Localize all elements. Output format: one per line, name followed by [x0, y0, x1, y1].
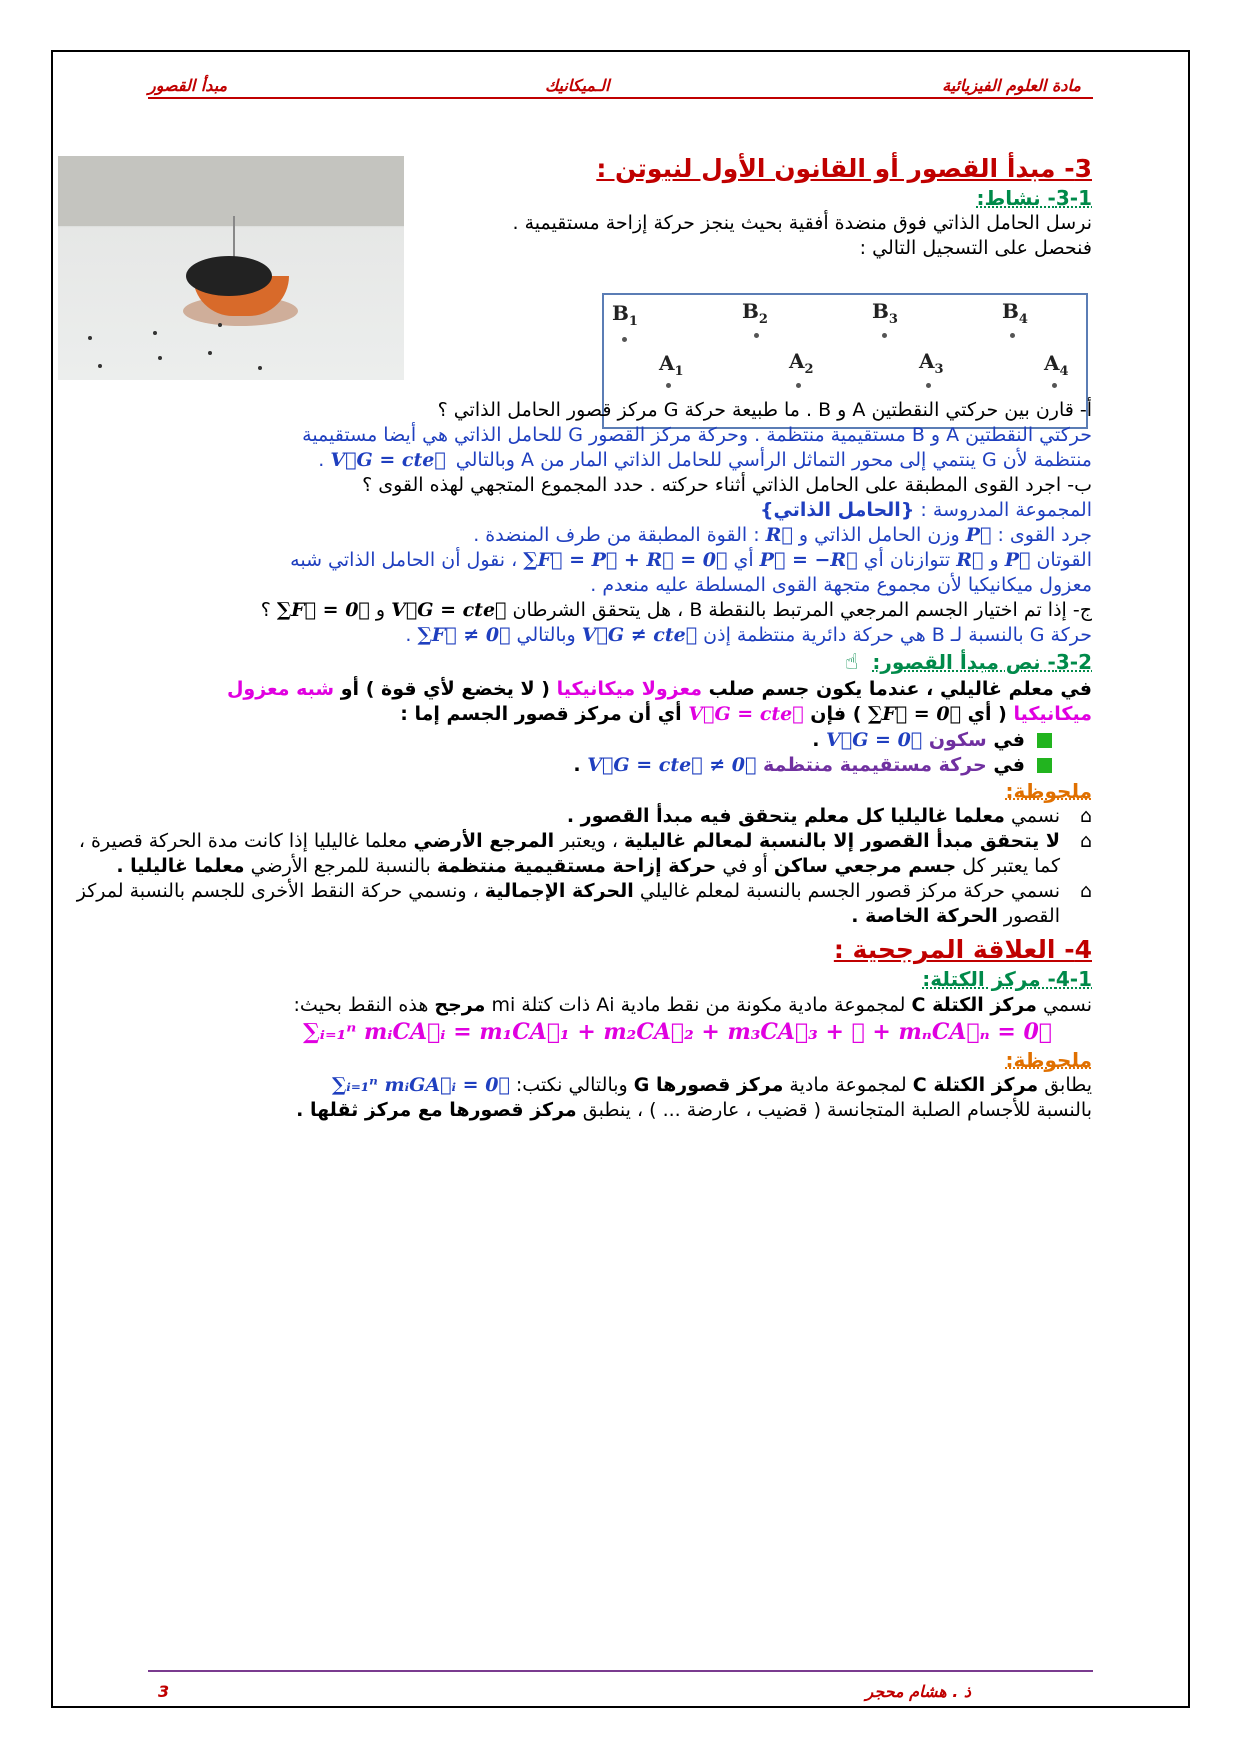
page-number: 3: [158, 1682, 170, 1701]
activity-text-1: نرسل الحامل الذاتي فوق منضدة أفقية بحيث ينجز حركة إزاحة مستقيمية .: [512, 212, 1092, 235]
barycenter-formula: ∑ᵢ₌₁ⁿ mᵢCA⃗ᵢ = m₁CA⃗₁ + m₂CA⃗₂ + m₃CA⃗₃ + ⋯ + mₙCA⃗ₙ = 0⃗: [303, 1018, 1052, 1045]
remark-line-2: بالنسبة للأجسام الصلبة المتجانسة ( قضيب ، عارضة ... ) ، ينطبق مركز قصورها مع مركز ثقلها .: [296, 1099, 1092, 1122]
activity-title: 3-1- نشاط:: [976, 186, 1092, 210]
header-subject: مادة العلوم الفيزيائية: [942, 76, 1081, 95]
point-a3: $A_3$: [919, 349, 944, 377]
system-line: المجموعة المدروسة : {الحامل الذاتي}: [759, 498, 1092, 521]
activity-text-2: فنحصل على التسجيل التالي :: [859, 237, 1092, 260]
section-4-title: 4- العلاقة المرجحية :: [833, 935, 1092, 965]
footer-rule: [148, 1670, 1093, 1672]
point-a2: $A_2$: [789, 349, 814, 377]
point-b1: $B_1$: [612, 301, 638, 329]
bullet-icon: ⌂: [1079, 805, 1092, 828]
pointer-hand-icon: ☝: [844, 650, 859, 676]
point-b3: $B_3$: [872, 299, 898, 327]
equilibrium-line-2: معزول ميكانيكيا لأن مجموع متجهة القوى المسلطة عليه منعدم .: [590, 574, 1092, 597]
footer-author: ذ . هشام محجر: [865, 1682, 971, 1701]
note-title-1: ملحوظة:: [1005, 778, 1092, 803]
point-b4: $B_4$: [1002, 299, 1028, 327]
law-line-1: في معلم غاليلي ، عندما يكون جسم صلب معزولا ميكانيكيا ( لا يخضع لأي قوة ) أو شبه معزول: [226, 678, 1092, 701]
law-title: 3-2- نص مبدأ القصور:☝: [62, 648, 1092, 677]
forces-line: جرد القوى : P⃗ وزن الحامل الذاتي و R⃗ : القوة المطبقة من طرف المنضدة .: [473, 523, 1092, 546]
law-bullet-uniform: في حركة مستقيمية منتظمة V⃗G = cte⃗ ≠ 0⃗ .: [62, 753, 1052, 778]
bullet-icon: ⌂: [1079, 880, 1092, 903]
note-item-1: ⌂ نسمي معلما غاليليا كل معلم يتحقق فيه مبدأ القصور .: [62, 804, 1092, 829]
note-title-2: ملحوظة:: [1005, 1047, 1092, 1072]
answer-a-1: حركتي النقطتين A و B مستقيمية منتظمة . وحركة مركز القصور G للحامل الذاتي هي أيضا مستقيمية: [302, 423, 1092, 446]
main-content: [62, 152, 1092, 1124]
point-b2: $B_2$: [742, 299, 768, 327]
header-rule: [148, 97, 1093, 99]
bullet-icon: ⌂: [1079, 830, 1092, 853]
header-topic: مبدأ القصور: [148, 76, 228, 95]
mass-center-title: 4-1- مركز الكتلة:: [922, 967, 1092, 992]
remark-line-1: يطابق مركز الكتلة C لمجموعة مادية مركز قصورها G وبالتالي نكتب: ∑ᵢ₌₁ⁿ mᵢGA⃗ᵢ = 0⃗: [331, 1074, 1092, 1097]
question-b: ب- اجرد القوى المطبقة على الحامل الذاتي أثناء حركته . حدد المجموع المتجهي لهذه القوى ؟: [362, 473, 1092, 496]
equilibrium-line: القوتان P⃗ و R⃗ تتوازنان أي P⃗ = −R⃗ أي ∑F⃗ = P⃗ + R⃗ = 0⃗ ، نقول أن الحامل الذاتي شبه: [290, 549, 1092, 572]
answer-a-2: منتظمة لأن G ينتمي إلى محور التماثل الرأسي للحامل الذاتي المار من A وبالتالي V⃗G = cte⃗ .: [318, 448, 1092, 471]
section-3-title: 3- مبدأ القصور أو القانون الأول لنيوتن :: [596, 154, 1092, 183]
point-a4: $A_4$: [1044, 351, 1069, 379]
point-a1: $A_1$: [659, 351, 684, 379]
header-chapter: الـميكانيك: [545, 76, 610, 95]
question-c: ج- إذا تم اختيار الجسم المرجعي المرتبط بالنقطة B ، هل يتحقق الشرطان V⃗G = cte⃗ و ∑F⃗ = 0⃗ ؟: [260, 599, 1092, 622]
green-square-icon: [1037, 758, 1052, 773]
green-square-icon: [1037, 733, 1052, 748]
answer-c: حركة G بالنسبة لـ B هي حركة دائرية منتظمة إذن V⃗G ≠ cte⃗ وبالتالي ∑F⃗ ≠ 0⃗ .: [405, 624, 1092, 647]
question-a: أ- قارن بين حركتي النقطتين A و B . ما طبيعة حركة G مركز قصور الحامل الذاتي ؟: [437, 398, 1092, 421]
law-line-2: ميكانيكيا ( أي ∑F⃗ = 0⃗ ) فإن V⃗G = cte⃗ أي أن مركز قصور الجسم إما :: [400, 703, 1092, 726]
note-item-2: ⌂ لا يتحقق مبدأ القصور إلا بالنسبة لمعالم غاليلية ، ويعتبر المرجع الأرضي معلما غاليليا إذا كانت مدة الحركة قصيرة ، كما يعتبر كل جسم مرجعي ساكن أو في حركة إزاحة مستقيمية منتظمة بالنسبة للمرجع الأرضي معلما غاليليا .: [62, 829, 1092, 879]
note-item-3: ⌂ نسمي حركة مركز قصور الجسم بالنسبة لمعلم غاليلي الحركة الإجمالية ، ونسمي حركة النقط الأخرى للجسم بالنسبة لمركز القصور الحركة الخاصة .: [62, 879, 1092, 929]
law-bullet-rest: في سكون V⃗G = 0⃗ .: [62, 728, 1052, 753]
mass-center-def: نسمي مركز الكتلة C لمجموعة مادية مكونة من نقط مادية Ai ذات كتلة mi مرجح هذه النقط بحيث:: [293, 993, 1092, 1016]
